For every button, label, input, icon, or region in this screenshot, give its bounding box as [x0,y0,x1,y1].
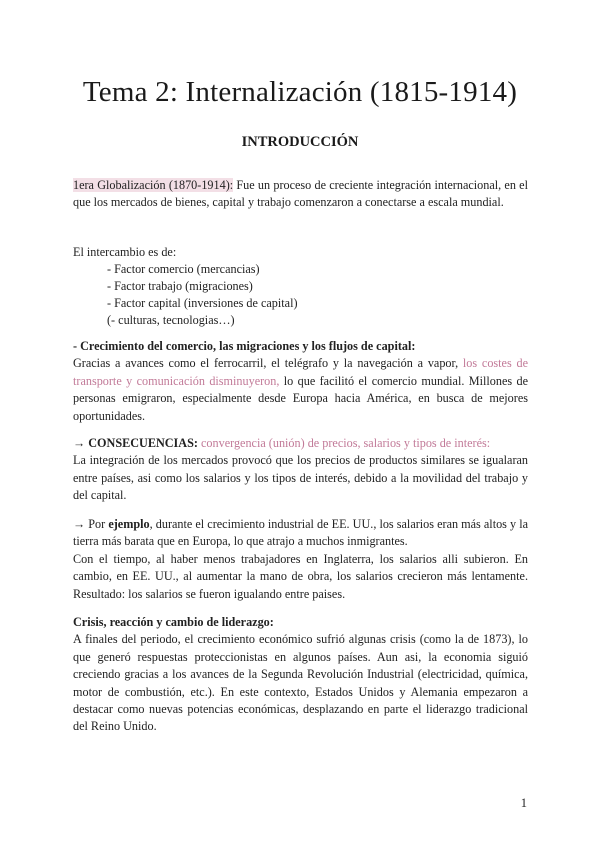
section-consecuencias [73,435,528,505]
pink-highlight: convergencia (unión) de precios, salarios y tipos de interés: [201,436,491,450]
paragraph-text: A finales del periodo, el crecimiento económico sufrió algunas crisis (como la de 1873), lo que generó respuestas proteccionistas en algunos países. Aun asi, la economia siguió creciendo gracias a los avances de la Segunda Revolución Industrial (electricidad, química, motor de combustión, etc.). En este contexto, Estados Unidos y Alemania empezaron a destacar como nuevas potencias económicas, desplazando en parte el liderazgo tradicional del Reino Unido. [73,632,528,734]
paragraph-text: lo que facilitó el comercio mundial. Millones de personas emigraron, especialmente desde Europa hacia América, en busca de mejores oportunidades. [73,373,528,423]
exchange-intro: El intercambio es de: [73,245,177,259]
paragraph-text: Gracias a avances como el ferrocarril, el telégrafo y la navegación a vapor, [73,356,463,371]
list-item: - Factor capital (inversiones de capital) [107,296,298,310]
section-heading: Crisis, reacción y cambio de liderazgo: [73,615,274,629]
section-heading: → CONSECUENCIAS: [73,436,201,450]
section-crisis [73,614,528,736]
paragraph-globalizacion [73,177,528,212]
section-ejemplo [73,516,528,603]
paragraph-text: La integración de los mercados provocó que los precios de productos similares se igualaran entre países, asi como los salarios y los tipos de interés, debido a la movilidad del trabajo y del capital. [73,453,528,503]
paragraph-text: , durante el crecimiento industrial de EE. UU., los salarios eran más altos y la tierra más barata que en Europa, lo que atrajo a muchos inmigrantes. [73,517,528,549]
page-number: 1 [520,796,527,810]
list-item: - Factor trabajo (migraciones) [107,279,253,293]
exchange-list [73,261,528,329]
arrow-prefix: → Por [73,517,109,531]
section-heading: - Crecimiento del comercio, las migraciones y los flujos de capital: [73,339,416,353]
section-heading-introduccion: INTRODUCCIÓN [241,134,359,150]
highlighted-term: 1era Globalización (1870-1914): [73,178,234,192]
list-item: - Factor comercio (mercancias) [107,262,260,276]
paragraph-text: Con el tiempo, al haber menos trabajadores en Inglaterra, los salarios alli subieron. En cambio, en EE. UU., al aumentar la mano de obra, los salarios crecieron más lentamente. Resultado: los salarios se fueron igualando entre paises. [73,551,528,601]
pink-highlight: los costes de transporte y comunicación disminuyeron, [73,356,529,388]
page-title: Tema 2: Internalización (1815-1914) [82,76,518,108]
paragraph-text: Fue un proceso de creciente integración internacional, en el que los mercados de bienes, capital y trabajo comenzaron a conectarse a escala mundial. [73,178,528,210]
bold-term: ejemplo [108,517,150,531]
list-note: (- culturas, tecnologias…) [107,313,235,327]
section-comercio [73,338,528,425]
